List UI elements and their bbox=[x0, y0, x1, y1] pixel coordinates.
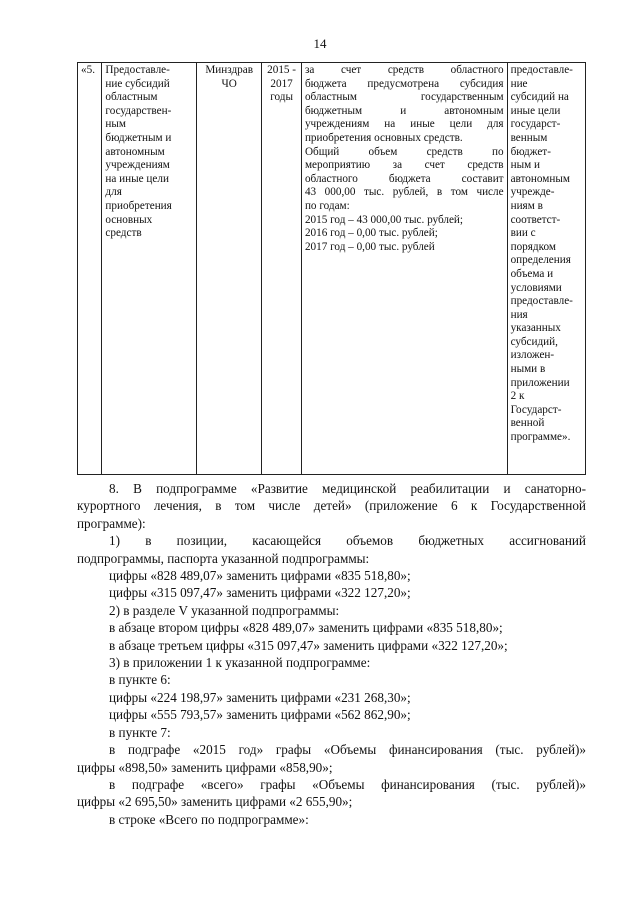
cell-executor bbox=[197, 63, 262, 475]
description-line: мероприятию за счет средств bbox=[304, 159, 504, 172]
result-line: субсидий, bbox=[510, 335, 558, 348]
result-line: предоставле- bbox=[510, 64, 573, 76]
table-row bbox=[78, 63, 586, 475]
executor bbox=[200, 64, 258, 91]
text-line: 3) в приложении 1 к указанной подпрограмме: bbox=[109, 655, 371, 671]
description-line: областного бюджета составит bbox=[304, 172, 504, 185]
text-line: в абзаце третьем цифры «315 097,47» заменить цифрами «322 127,20»; bbox=[109, 637, 508, 653]
result-line: Государст- bbox=[510, 403, 562, 416]
description-line: 2016 год – 0,00 тыс. рублей; bbox=[304, 227, 438, 240]
result-line: бюджет- bbox=[510, 145, 551, 158]
result-line: предоставле- bbox=[510, 295, 573, 308]
text-line: цифры «315 097,47» заменить цифрами «322 127,20»; bbox=[109, 585, 411, 601]
description-line: 43 000,00 тыс. рублей, в том числе bbox=[304, 186, 504, 199]
description-line: по годам: bbox=[304, 199, 350, 212]
description-line: учреждениям на иные цели для bbox=[304, 118, 504, 131]
result-line: указанных bbox=[510, 322, 561, 335]
paragraph-8 bbox=[77, 480, 586, 532]
result-line: вии с bbox=[510, 227, 536, 240]
text-line: 1) в позиции, касающейся объемов бюджетных ассигнований bbox=[109, 533, 586, 549]
cell-result bbox=[507, 63, 585, 475]
result-line: приложении bbox=[510, 376, 570, 389]
measure-name-line: государствен- bbox=[105, 104, 172, 117]
expected-result bbox=[511, 64, 582, 445]
paragraph-2015 bbox=[77, 741, 586, 776]
text-line: программе): bbox=[77, 515, 146, 531]
page-number: 14 bbox=[313, 36, 327, 51]
measure-name-line: Предоставле- bbox=[105, 64, 170, 76]
cell-description bbox=[301, 63, 507, 475]
result-line: венным bbox=[510, 131, 548, 144]
text-line: цифры «828 489,07» заменить цифрами «835 518,80»; bbox=[109, 568, 411, 584]
cell-period bbox=[262, 63, 302, 475]
description-line: 2017 год – 0,00 тыс. рублей bbox=[304, 240, 435, 253]
description-line: областным государственным bbox=[304, 91, 504, 104]
period bbox=[265, 64, 298, 105]
measure-name-line: для bbox=[105, 186, 122, 199]
result-line: соответст- bbox=[510, 213, 561, 226]
paragraph-vsego bbox=[77, 776, 586, 811]
measure-name-line: ние субсидий bbox=[105, 77, 170, 90]
measure-description bbox=[305, 64, 504, 254]
measure-name bbox=[105, 64, 193, 241]
description-line: 2015 год – 43 000,00 тыс. рублей; bbox=[304, 213, 464, 226]
result-line: иные цели bbox=[510, 104, 561, 117]
text-line: 8. В подпрограмме «Развитие медицинской реабилитации и санаторно- bbox=[109, 481, 586, 496]
description-line: бюджета предусмотрена субсидия bbox=[304, 77, 504, 90]
result-line: учрежде- bbox=[510, 186, 555, 199]
result-line: 2 к bbox=[510, 390, 525, 403]
period-line: годы bbox=[270, 91, 293, 104]
result-line: ния bbox=[510, 308, 528, 321]
result-line: программе». bbox=[510, 431, 571, 444]
measure-name-line: учреждениям bbox=[105, 159, 170, 172]
period-line: 2017 bbox=[270, 77, 293, 90]
measure-name-line: приобретения bbox=[105, 199, 172, 212]
text-line: в абзаце втором цифры «828 489,07» заменить цифрами «835 518,80»; bbox=[109, 620, 503, 636]
result-line: объема и bbox=[510, 267, 554, 280]
paragraph-1 bbox=[77, 532, 586, 567]
item-number: «5. bbox=[81, 64, 95, 76]
text-line: в строке «Всего по подпрограмме»: bbox=[109, 811, 309, 827]
result-line: ными в bbox=[510, 363, 546, 376]
description-line: Общий объем средств по bbox=[304, 145, 504, 158]
text-line: цифры «898,50» заменить цифрами «858,90»; bbox=[77, 759, 333, 775]
result-line: государст- bbox=[510, 118, 561, 131]
text-line: цифры «555 793,57» заменить цифрами «562 862,90»; bbox=[109, 707, 411, 723]
measure-name-line: на иные цели bbox=[105, 172, 169, 185]
text-line: курортного лечения, в том числе детей» (приложение 6 к Государственной bbox=[77, 498, 586, 514]
measure-name-line: ным bbox=[105, 118, 127, 131]
text-line: в пункте 7: bbox=[109, 724, 171, 740]
text-line: цифры «2 695,50» заменить цифрами «2 655,90»; bbox=[77, 794, 353, 810]
description-line: приобретения основных средств. bbox=[304, 131, 463, 144]
result-line: ным и bbox=[510, 159, 540, 172]
description-line: бюджетным и автономным bbox=[304, 104, 504, 117]
result-line: определения bbox=[510, 254, 571, 267]
result-line: ниям в bbox=[510, 199, 543, 212]
measure-name-line: автономным bbox=[105, 145, 165, 158]
result-line: изложен- bbox=[510, 349, 555, 362]
amendment-text bbox=[77, 480, 586, 828]
cell-measure-name bbox=[102, 63, 197, 475]
measure-name-line: средств bbox=[105, 227, 142, 240]
cell-item-number bbox=[78, 63, 102, 475]
result-line: венной bbox=[510, 417, 545, 430]
result-line: ние bbox=[510, 77, 528, 90]
text-line: в подграфе «2015 год» графы «Объемы финансирования (тыс. рублей)» bbox=[109, 742, 586, 758]
result-line: субсидий на bbox=[510, 91, 569, 104]
measures-table bbox=[77, 62, 586, 475]
text-line: 2) в разделе V указанной подпрограммы: bbox=[109, 602, 340, 618]
executor-line: Минздрав bbox=[205, 64, 253, 76]
result-line: условиями bbox=[510, 281, 562, 294]
result-line: автономным bbox=[510, 172, 570, 185]
result-line: порядком bbox=[510, 240, 556, 253]
measure-name-line: бюджетным и bbox=[105, 131, 172, 144]
description-line: за счет средств областного bbox=[304, 64, 504, 76]
measure-name-line: областным bbox=[105, 91, 158, 104]
measure-name-line: основных bbox=[105, 213, 153, 226]
text-line: цифры «224 198,97» заменить цифрами «231 268,30»; bbox=[109, 689, 411, 705]
text-line: в подграфе «всего» графы «Объемы финансирования (тыс. рублей)» bbox=[109, 776, 586, 792]
text-line: подпрограммы, паспорта указанной подпрограммы: bbox=[77, 550, 370, 566]
text-line: в пункте 6: bbox=[109, 672, 171, 688]
period-line: 2015 - bbox=[267, 64, 297, 76]
executor-line: ЧО bbox=[221, 77, 237, 90]
